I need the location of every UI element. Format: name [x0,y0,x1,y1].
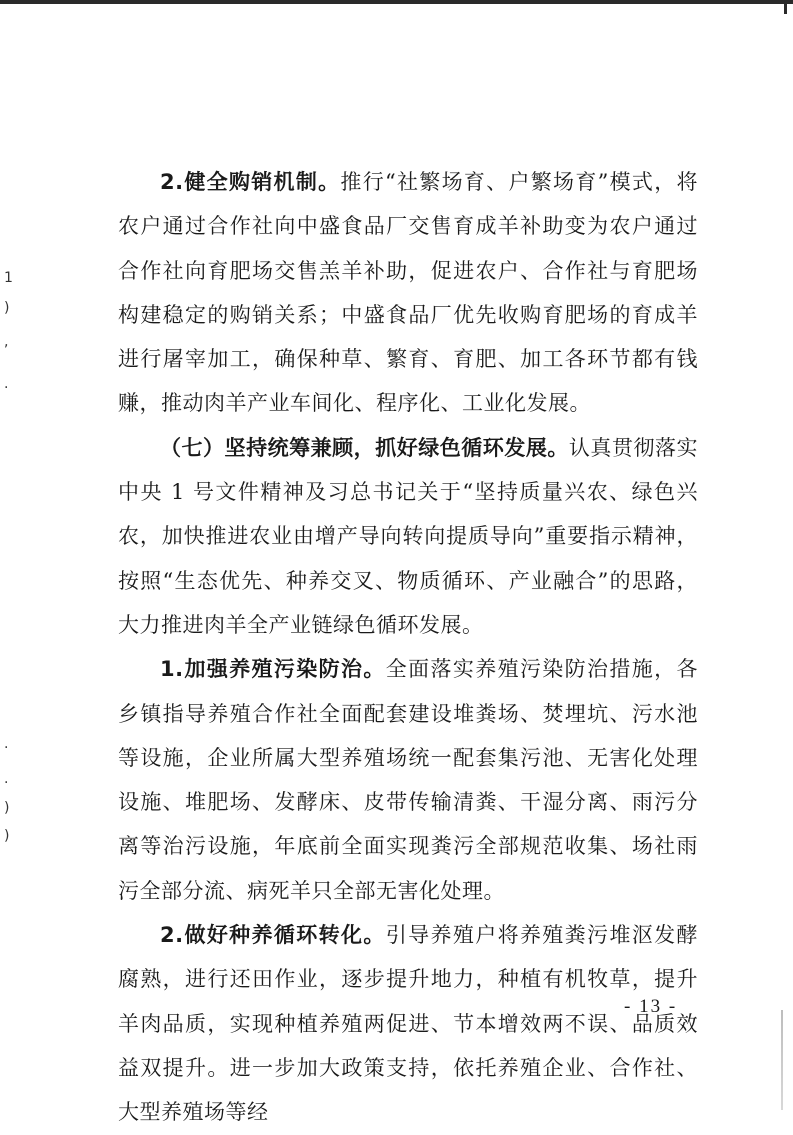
paragraph-text: 全面落实养殖污染防治措施，各乡镇指导养殖合作社全面配套建设堆粪场、焚埋坑、污水池等设施，企业所属大型养殖场统一配套集污池、无害化处理设施、堆肥场、发酵床、皮带传输清粪、干湿分离、雨污分离等治污设施，年底前全面实现粪污全部规范收集、场社雨污全部分流、病死羊只全部无害化处理。 [118,657,699,903]
paragraph-text: 推行“社繁场育、户繁场育”模式，将农户通过合作社向中盛食品厂交售育成羊补助变为农户通过合作社向育肥场交售羔羊补助，促进农户、合作社与育肥场构建稳定的购销关系；中盛食品厂优先收购育肥场的育成羊进行屠宰加工，确保种草、繁育、育肥、加工各环节都有钱赚，推动肉羊产业车间化、程序化、工业化发展。 [118,170,698,416]
paragraph-heading: 2.做好种养循环转化。 [160,923,386,948]
paragraph-text: 引导养殖户将养殖粪污堆沤发酵腐熟，进行还田作业，逐步提升地力，种植有机牧草，提升羊肉品质，实现种植养殖两促进、节本增效两不误、品质效益双提升。进一步加大政策支持，依托养殖企业、合作社、大型养殖场等经 [118,923,699,1125]
right-edge-shadow [781,1010,783,1110]
margin-mark: 1 [4,270,13,286]
paragraph-pollution-prevention [118,647,698,913]
paragraph-purchase-sales-mechanism [118,160,698,426]
margin-mark: , [4,334,9,350]
margin-mark: ) [4,828,10,844]
left-margin-marks [4,0,18,1122]
margin-mark: ) [4,800,10,816]
margin-mark: · [4,775,9,791]
paragraph-heading: 1.加强养殖污染防治。 [160,657,386,682]
margin-mark: · [4,380,9,396]
page-number: - 13 - [624,996,678,1017]
paragraph-planting-breeding-cycle [118,913,698,1134]
top-border-line [0,0,793,4]
top-right-corner-mark [784,0,787,14]
margin-mark: · [4,740,9,756]
paragraph-text: 认真贯彻落实中央 1 号文件精神及习总书记关于“坚持质量兴农、绿色兴农，加快推进农业由增产导向转向提质导向”重要指示精神，按照“生态优先、种养交叉、物质循环、产业融合”的思路，大力推进肉羊全产业链绿色循环发展。 [118,435,699,637]
document-body [118,160,698,1135]
margin-mark: ) [4,300,10,316]
paragraph-heading: 2.健全购销机制。 [160,170,341,194]
paragraph-green-cycle-development [118,426,698,647]
paragraph-heading: （七）坚持统筹兼顾，抓好绿色循环发展。 [160,435,569,460]
